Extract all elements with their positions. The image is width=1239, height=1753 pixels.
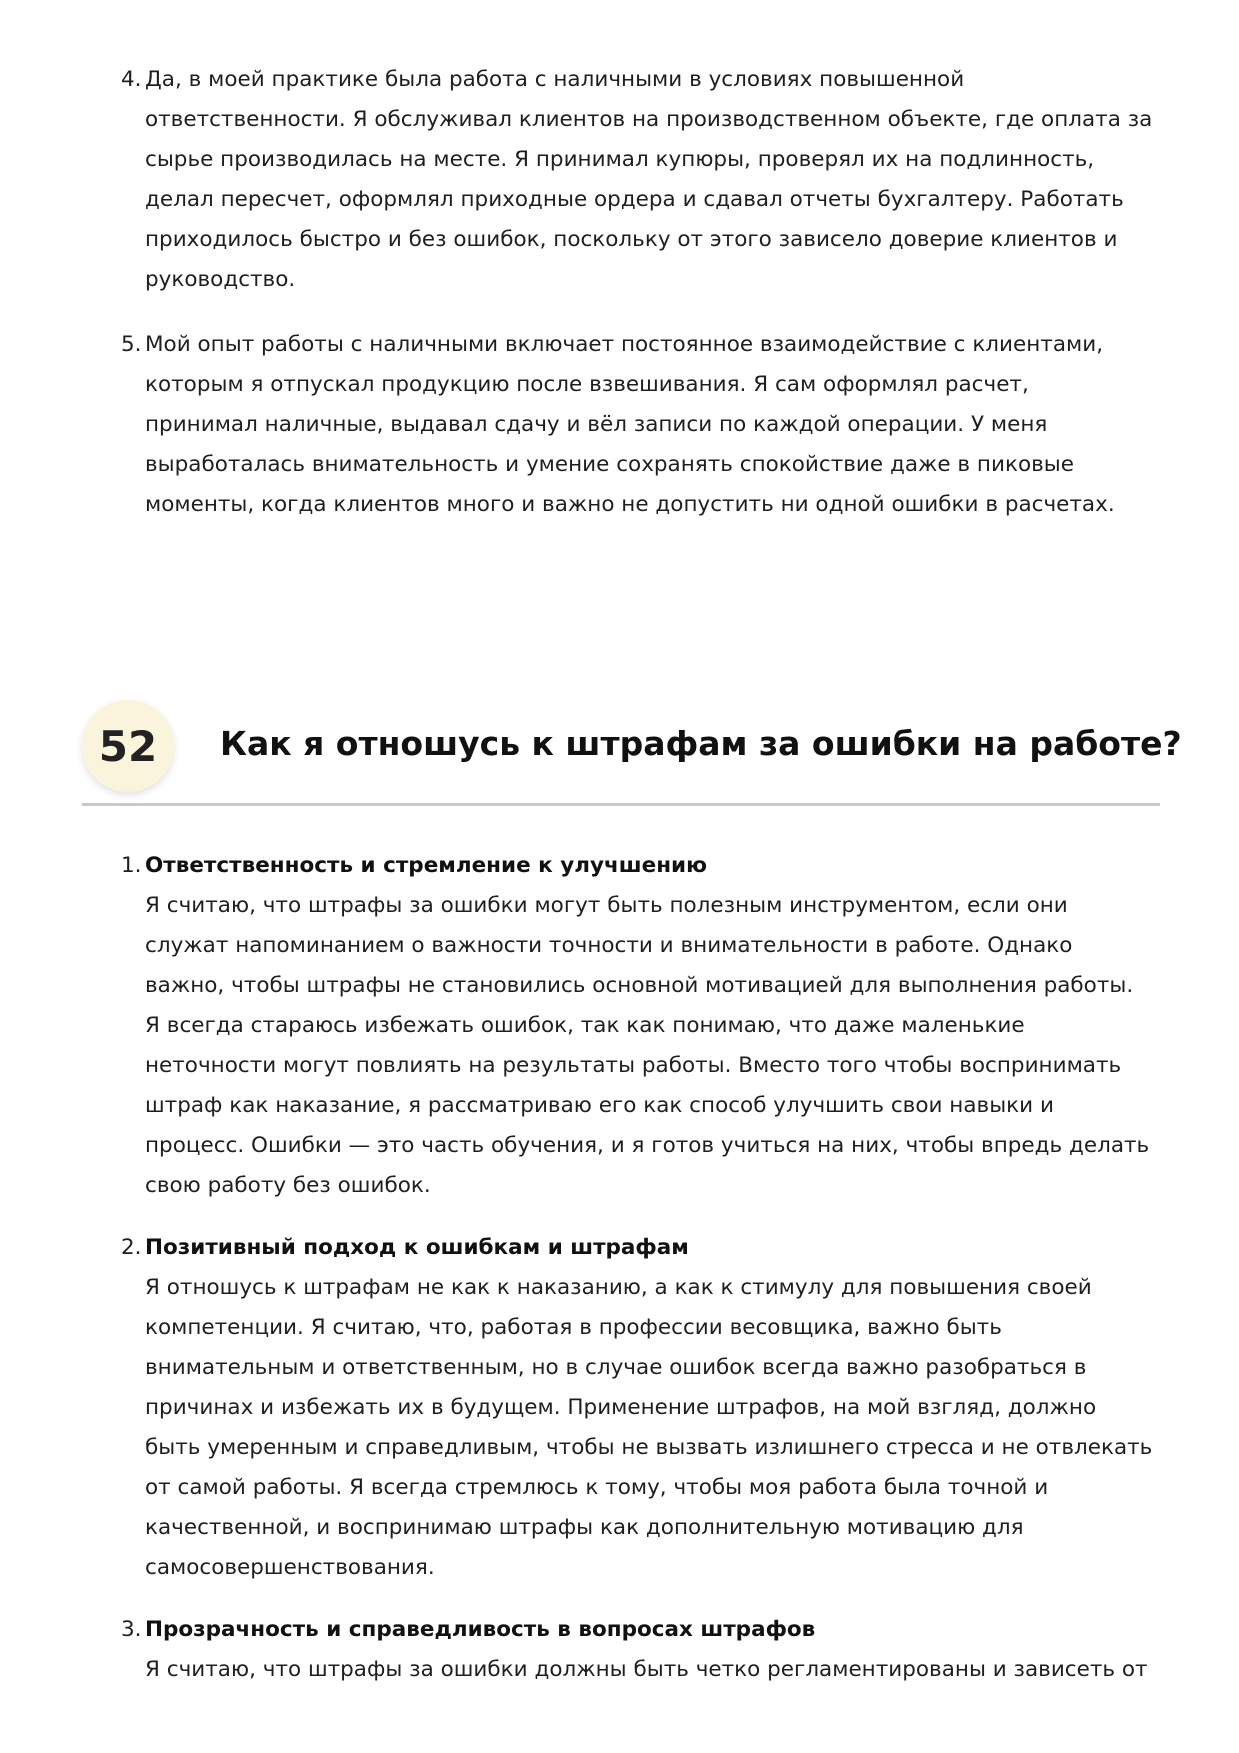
item-text: Мой опыт работы с наличными включает постоянное взаимодействие с клиентами, которым я отпускал продукцию после взвешивания. Я сам оформлял расчет, принимал наличные, выдавал сдачу и вёл записи по каждой операции. У меня выработалась внимательность и умение сохранять спокойствие даже в пиковые моменты, когда клиентов много и важно не допустить ни одной ошибки в расчетах. [145,332,1115,517]
item-heading: Прозрачность и справедливость в вопросах штрафов [145,1617,816,1642]
item-text: Я отношусь к штрафам не как к наказанию, а как к стимулу для повышения своей компетенции. Я считаю, что, работая в профессии весовщика, важно быть внимательным и ответственным, но в случае ошибок всегда важно разобраться в причинах и избежать их в будущем. Применение штрафов, на мой взгляд, должно быть умеренным и справедливым, чтобы не вызвать излишнего стресса и не отвлекать от самой работы. Я всегда стремлюсь к тому, чтобы моя работа была точной и качественной, и воспринимаю штрафы как дополнительную мотивацию для самосовершенствования. [145,1275,1153,1580]
item-number: 1. [121,853,142,878]
item-number: 3. [121,1617,142,1642]
answer-list-previous [121,60,1155,525]
item-heading: Ответственность и стремление к улучшению [145,853,708,878]
list-item [121,60,1155,300]
list-item [121,325,1155,525]
question-number-badge: 52 [82,700,174,792]
item-number: 2. [121,1235,142,1260]
item-text: Я считаю, что штрафы за ошибки могут быть полезным инструментом, если они служат напоминанием о важности точности и внимательности в работе. Однако важно, чтобы штрафы не становились основной мотивацией для выполнения работы. Я всегда стараюсь избежать ошибок, так как понимаю, что даже маленькие неточности могут повлиять на результаты работы. Вместо того чтобы воспринимать штраф как наказание, я рассматриваю его как способ улучшить свои навыки и процесс. Ошибки — это часть обучения, и я готов учиться на них, чтобы впредь делать свою работу без ошибок. [145,893,1150,1198]
list-item [121,846,1163,1206]
item-number: 5. [121,332,142,357]
item-text: Я считаю, что штрафы за ошибки должны быть четко регламентированы и зависеть от [145,1657,1148,1682]
section-header [82,700,1182,810]
header-divider [82,803,1160,806]
section-title: Как я отношусь к штрафам за ошибки на работе? [220,724,1182,763]
list-item [121,1228,1163,1588]
list-item [121,1610,1163,1690]
item-heading: Позитивный подход к ошибкам и штрафам [145,1235,689,1260]
item-text: Да, в моей практике была работа с наличными в условиях повышенной ответственности. Я обслуживал клиентов на производственном объекте, где оплата за сырье производилась на месте. Я принимал купюры, проверял их на подлинность, делал пересчет, оформлял приходные ордера и сдавал отчеты бухгалтеру. Работать приходилось быстро и без ошибок, поскольку от этого зависело доверие клиентов и руководство. [145,67,1153,292]
answer-list [121,846,1163,1690]
item-number: 4. [121,67,142,92]
